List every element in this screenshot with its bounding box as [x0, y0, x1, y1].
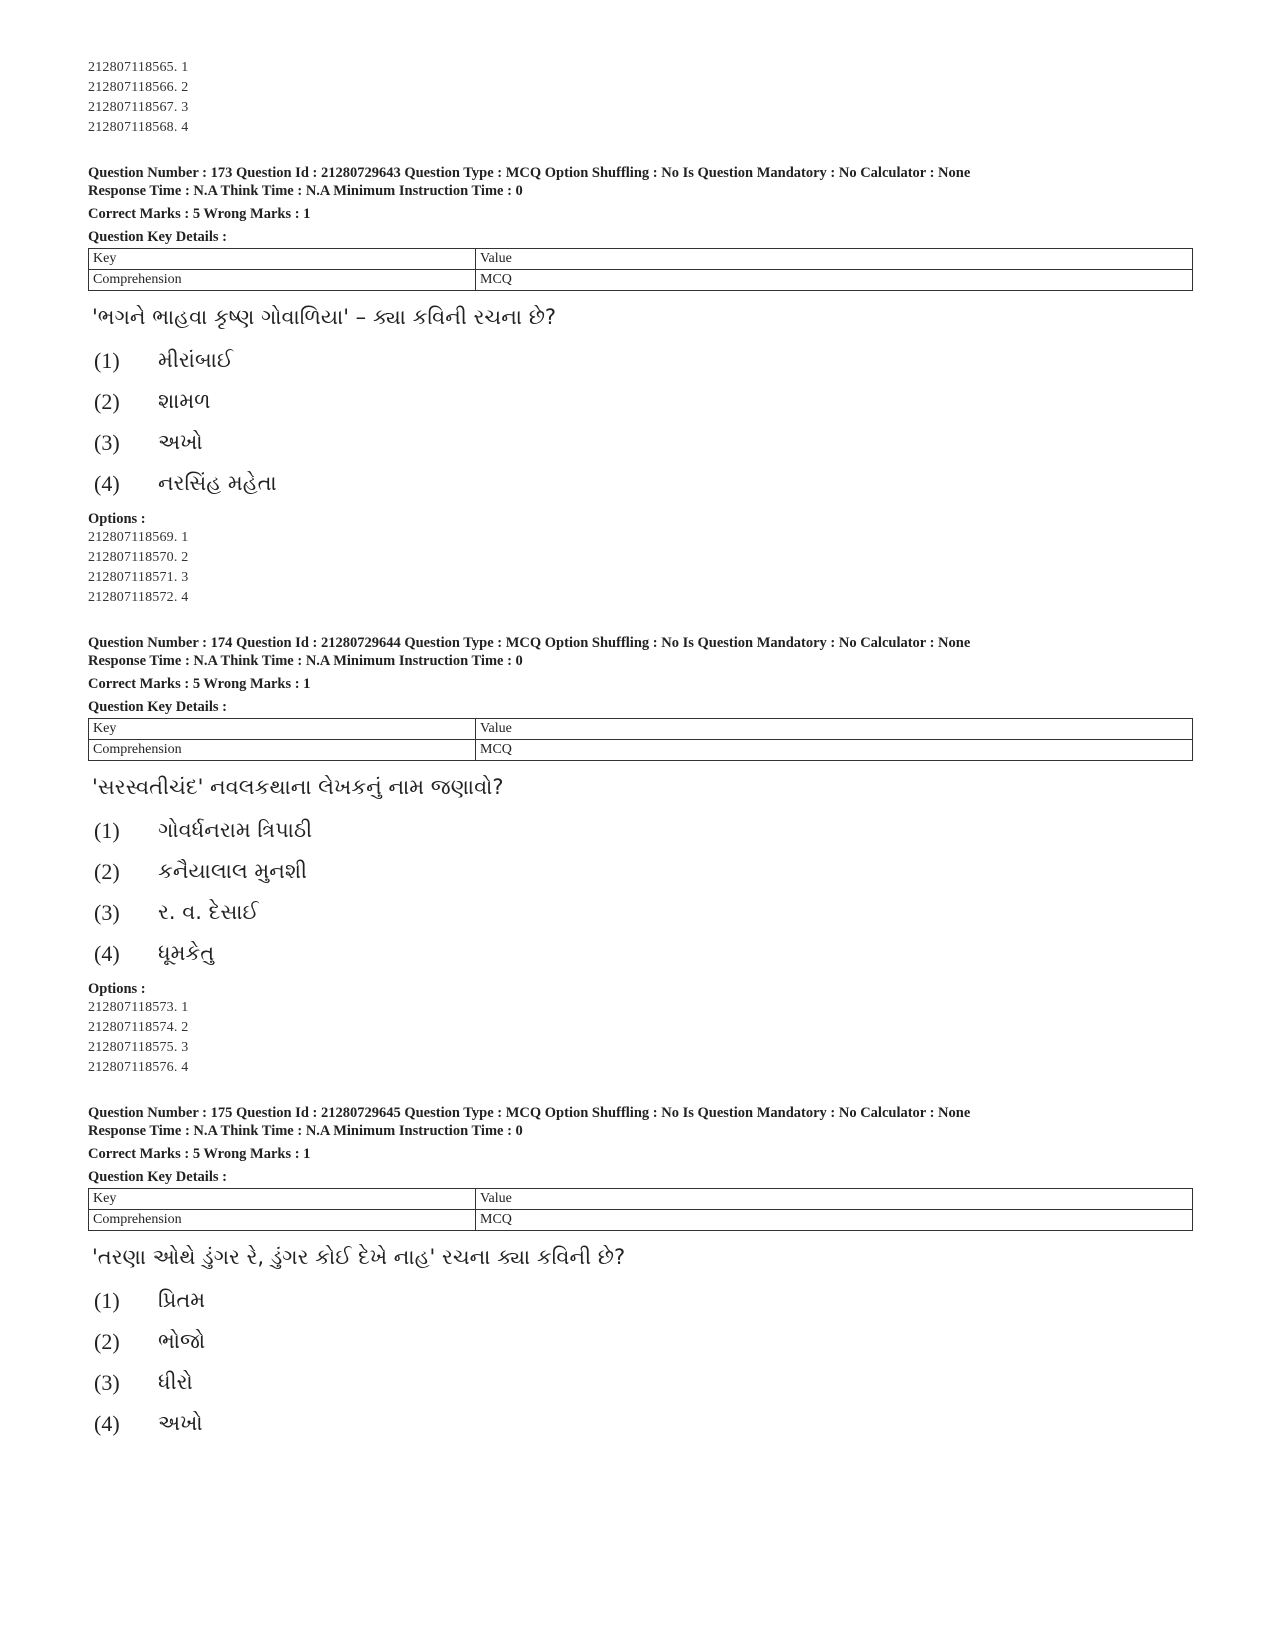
question-block-173 — [88, 164, 1188, 608]
option-id: 212807118566. 2 — [88, 80, 189, 95]
key-details-table — [88, 248, 1193, 291]
option-id: 212807118572. 4 — [88, 590, 189, 605]
answer-item — [94, 851, 1188, 892]
option-id: 212807118570. 2 — [88, 550, 189, 565]
option-id: 212807118576. 4 — [88, 1060, 189, 1075]
value-header: Value — [476, 719, 1193, 740]
document-page — [88, 58, 1188, 1444]
option-id: 212807118573. 1 — [88, 1000, 189, 1015]
question-header: Question Number : 173 Question Id : 21280729643 Question Type : MCQ Option Shuffling : No Is Question Mandatory : No Calculator : None — [88, 165, 971, 181]
options-label: Options : — [88, 981, 146, 997]
table-header-row — [89, 1189, 1193, 1210]
answer-number: (2) — [94, 858, 120, 884]
answer-text: ર. વ. દેસાઈ — [158, 900, 259, 924]
answer-text: કનૈયાલાલ મુનશી — [158, 859, 308, 883]
table-row — [89, 740, 1193, 761]
question-block-175 — [88, 1104, 1188, 1444]
answer-list — [94, 810, 1188, 974]
question-marks: Correct Marks : 5 Wrong Marks : 1 — [88, 206, 311, 222]
question-text: 'ભગને ભાહવા કૃષ્ણ ગોવાળિયા' – ક્યા કવિની રચના છે? — [92, 305, 557, 329]
answer-text: ગોવર્ધનરામ ત્રિપાઠી — [158, 818, 313, 842]
value-cell: MCQ — [476, 740, 1193, 761]
question-meta — [88, 1104, 1188, 1186]
answer-item — [94, 1280, 1188, 1321]
answer-number: (1) — [94, 347, 120, 373]
key-header: Key — [89, 1189, 476, 1210]
option-id: 212807118565. 1 — [88, 60, 189, 75]
value-header: Value — [476, 249, 1193, 270]
question-marks: Correct Marks : 5 Wrong Marks : 1 — [88, 1146, 311, 1162]
question-timing: Response Time : N.A Think Time : N.A Minimum Instruction Time : 0 — [88, 1123, 523, 1139]
answer-number: (3) — [94, 429, 120, 455]
answer-text: અખો — [158, 1411, 203, 1435]
key-header: Key — [89, 719, 476, 740]
answer-item — [94, 1403, 1188, 1444]
question-meta — [88, 164, 1188, 246]
answer-list — [94, 340, 1188, 504]
answer-number: (1) — [94, 1287, 120, 1313]
option-id: 212807118568. 4 — [88, 120, 189, 135]
answer-text: ભોજો — [158, 1329, 206, 1353]
option-id: 212807118574. 2 — [88, 1020, 189, 1035]
option-id: 212807118569. 1 — [88, 530, 189, 545]
answer-item — [94, 463, 1188, 504]
key-details-table — [88, 718, 1193, 761]
table-row — [89, 270, 1193, 291]
answer-item — [94, 381, 1188, 422]
answer-text: નરસિંહ મહેતા — [158, 471, 277, 495]
answer-number: (3) — [94, 899, 120, 925]
answer-list — [94, 1280, 1188, 1444]
answer-number: (2) — [94, 388, 120, 414]
answer-number: (3) — [94, 1369, 120, 1395]
options-list — [88, 528, 1188, 608]
question-timing: Response Time : N.A Think Time : N.A Minimum Instruction Time : 0 — [88, 653, 523, 669]
answer-item — [94, 1321, 1188, 1362]
table-row — [89, 1210, 1193, 1231]
answer-text: મીરાંબાઈ — [158, 348, 234, 372]
question-timing: Response Time : N.A Think Time : N.A Minimum Instruction Time : 0 — [88, 183, 523, 199]
question-marks: Correct Marks : 5 Wrong Marks : 1 — [88, 676, 311, 692]
answer-number: (4) — [94, 470, 120, 496]
value-cell: MCQ — [476, 1210, 1193, 1231]
answer-item — [94, 422, 1188, 463]
answer-item — [94, 810, 1188, 851]
question-text: 'સરસ્વતીચંદ' નવલકથાના લેખકનું નામ જણાવો? — [92, 775, 504, 799]
answer-text: ધૂમકેતુ — [158, 941, 215, 965]
option-id: 212807118567. 3 — [88, 100, 189, 115]
key-details-table — [88, 1188, 1193, 1231]
answer-number: (2) — [94, 1328, 120, 1354]
answer-number: (4) — [94, 940, 120, 966]
key-cell: Comprehension — [89, 1210, 476, 1231]
value-cell: MCQ — [476, 270, 1193, 291]
option-id: 212807118571. 3 — [88, 570, 189, 585]
options-list — [88, 998, 1188, 1078]
answer-text: શામળ — [158, 389, 211, 413]
answer-item — [94, 892, 1188, 933]
table-header-row — [89, 249, 1193, 270]
key-details-label: Question Key Details : — [88, 229, 227, 245]
answer-item — [94, 933, 1188, 974]
key-details-label: Question Key Details : — [88, 1169, 227, 1185]
key-cell: Comprehension — [89, 740, 476, 761]
answer-item — [94, 1362, 1188, 1403]
answer-number: (1) — [94, 817, 120, 843]
table-header-row — [89, 719, 1193, 740]
question-header: Question Number : 175 Question Id : 21280729645 Question Type : MCQ Option Shuffling : No Is Question Mandatory : No Calculator : None — [88, 1105, 971, 1121]
option-id: 212807118575. 3 — [88, 1040, 189, 1055]
question-text: 'તરણા ઓથે ડુંગર રે, ડુંગર કોઈ દેખે નાહ' રચના ક્યા કવિની છે? — [92, 1245, 626, 1269]
answer-text: પ્રિતમ — [158, 1288, 206, 1312]
key-details-label: Question Key Details : — [88, 699, 227, 715]
answer-text: ધીરો — [158, 1370, 193, 1394]
key-header: Key — [89, 249, 476, 270]
answer-text: અખો — [158, 430, 203, 454]
answer-number: (4) — [94, 1410, 120, 1436]
answer-item — [94, 340, 1188, 381]
key-cell: Comprehension — [89, 270, 476, 291]
question-header: Question Number : 174 Question Id : 21280729644 Question Type : MCQ Option Shuffling : No Is Question Mandatory : No Calculator : None — [88, 635, 971, 651]
value-header: Value — [476, 1189, 1193, 1210]
options-label: Options : — [88, 511, 146, 527]
question-meta — [88, 634, 1188, 716]
previous-options-list — [88, 58, 1188, 138]
question-block-174 — [88, 634, 1188, 1078]
